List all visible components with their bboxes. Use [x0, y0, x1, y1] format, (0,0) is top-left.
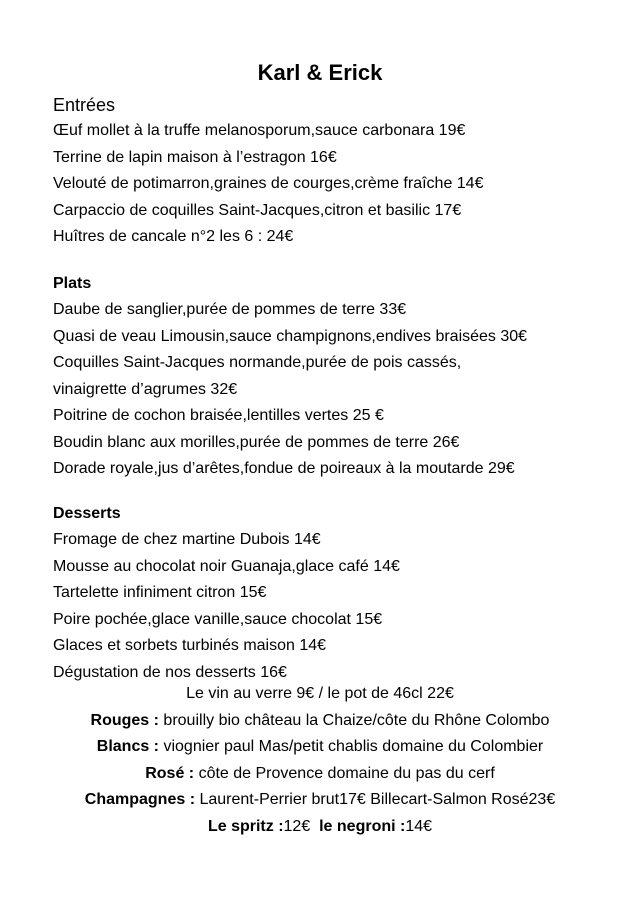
restaurant-title: Karl & Erick — [257, 60, 383, 85]
dessert-item: Mousse au chocolat noir Guanaja,glace café 14€ — [53, 557, 400, 575]
plat-item: Daube de sanglier,purée de pommes de terre 33€ — [53, 301, 407, 318]
negroni-label: le negroni : — [319, 817, 406, 835]
plat-item: Dorade royale,jus d’arêtes,fondue de poireaux à la moutarde 29€ — [53, 460, 515, 477]
plat-item: Boudin blanc aux morilles,purée de pommes de terre 26€ — [53, 433, 460, 451]
champagnes-text: Laurent-Perrier brut17€ Billecart-Salmon Rosé23€ — [195, 791, 556, 808]
entree-item: Œuf mollet à la truffe melanosporum,sauce carbonara 19€ — [53, 122, 466, 139]
dessert-item: Poire pochée,glace vanille,sauce chocolat 15€ — [53, 610, 383, 628]
champagnes-line — [0, 787, 640, 814]
blancs-line — [0, 734, 640, 761]
plat-item: Quasi de veau Limousin,sauce champignons,endives braisées 30€ — [53, 327, 528, 345]
cocktails-line — [0, 814, 640, 841]
negroni-price: 14€ — [405, 817, 433, 835]
plats-heading: Plats — [53, 275, 92, 292]
dessert-item: Tartelette infiniment citron 15€ — [53, 584, 267, 601]
spritz-price: 12€ — [283, 817, 320, 835]
rouges-label: Rouges : — [90, 711, 159, 729]
entree-item: Terrine de lapin maison à l’estragon 16€ — [53, 148, 337, 166]
entrees-section — [53, 92, 633, 251]
champagnes-label: Champagnes : — [84, 791, 196, 808]
entree-item: Huîtres de cancale n°2 les 6 : 24€ — [53, 228, 294, 245]
rouges-text: brouilly bio château la Chaize/côte du Rhône Colombo — [158, 711, 550, 729]
plat-item: vinaigrette d’agrumes 32€ — [53, 380, 238, 398]
desserts-heading: Desserts — [53, 505, 121, 522]
dessert-item: Fromage de chez martine Dubois 14€ — [53, 531, 321, 548]
rose-label: Rosé : — [145, 764, 195, 782]
entree-item: Carpaccio de coquilles Saint-Jacques,citron et basilic 17€ — [53, 201, 462, 219]
blancs-label: Blancs : — [96, 738, 160, 755]
entree-item: Velouté de potimarron,graines de courges,crème fraîche 14€ — [53, 175, 484, 192]
rose-line — [0, 761, 640, 788]
dessert-item: Dégustation de nos desserts 16€ — [53, 663, 287, 681]
plat-item: Poitrine de cochon braisée,lentilles vertes 25 € — [53, 407, 384, 424]
plat-item: Coquilles Saint-Jacques normande,purée de pois cassés, — [53, 354, 462, 371]
plats-section — [53, 271, 633, 483]
blancs-text: viognier paul Mas/petit chablis domaine du Colombier — [159, 738, 544, 755]
entrees-heading: Entrées — [53, 95, 116, 115]
desserts-section — [53, 501, 633, 686]
spritz-label: Le spritz : — [207, 817, 284, 835]
rouges-line — [0, 708, 640, 735]
rose-text: côte de Provence domaine du pas du cerf — [194, 764, 495, 782]
drinks-section — [0, 681, 640, 840]
dessert-item: Glaces et sorbets turbinés maison 14€ — [53, 637, 327, 654]
wine-by-glass-line: Le vin au verre 9€ / le pot de 46cl 22€ — [186, 685, 454, 702]
